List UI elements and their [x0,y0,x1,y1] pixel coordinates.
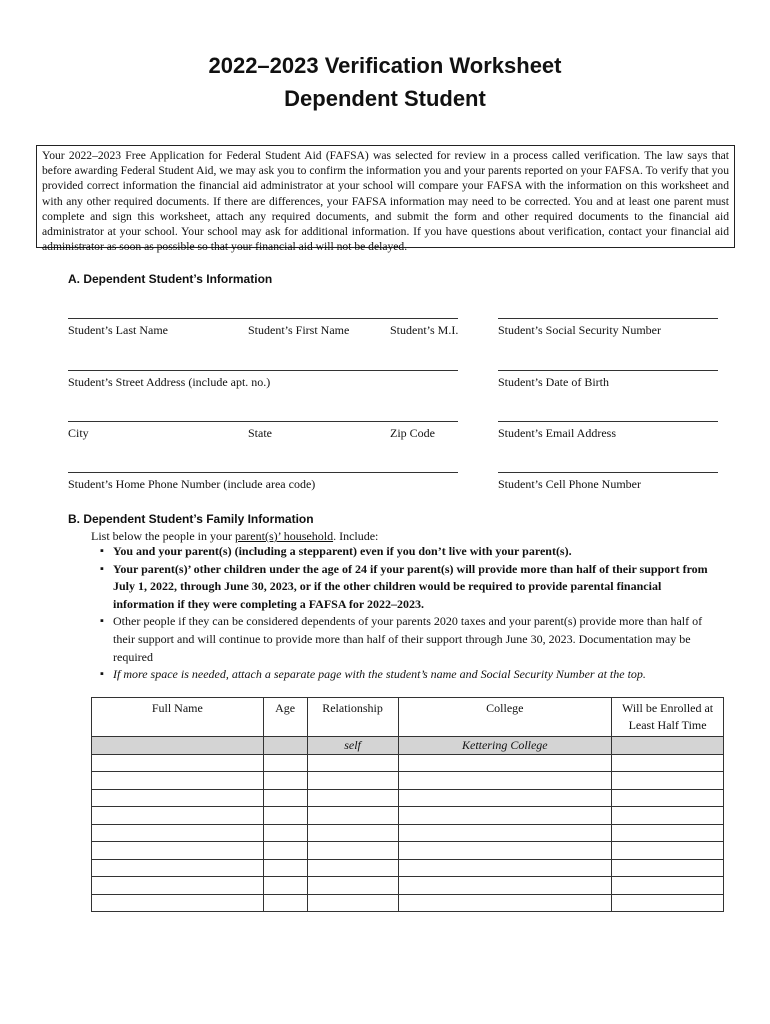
col-college: College [398,698,612,737]
full-name-cell[interactable] [92,737,264,755]
last-name-label: Student’s Last Name [68,323,168,337]
worksheet-title: 2022–2023 Verification Worksheet [208,53,562,78]
relationship-cell[interactable] [307,894,398,912]
full-name-cell[interactable] [92,894,264,912]
list-item: ▪ Other people if they can be considered dependents of your parents 2020 taxes and your parent(s) provide more than half of their support and will continue to provide more than half of their support through June 30, 2023. Documentation may be required [100,613,725,666]
relationship-cell[interactable] [307,877,398,895]
table-row [92,894,724,912]
half-time-cell[interactable] [612,807,724,825]
cell-phone-line[interactable] [498,472,718,473]
age-cell[interactable] [263,789,307,807]
household-underlined: parent(s)’ household [234,529,334,543]
mi-label: Student’s M.I. [390,323,459,337]
college-cell[interactable] [398,824,612,842]
zip-label: Zip Code [390,426,435,440]
list-item: ▪ If more space is needed, attach a separate page with the student’s name and Social Security Number at the top. [100,666,725,684]
age-cell[interactable] [263,842,307,860]
ssn-label: Student’s Social Security Number [498,323,661,337]
full-name-cell[interactable] [92,807,264,825]
table-row [92,859,724,877]
table-row [92,877,724,895]
age-cell[interactable] [263,772,307,790]
city-label: City [68,426,89,440]
worksheet-subtitle: Dependent Student [284,86,486,111]
half-time-cell[interactable] [612,842,724,860]
city-state-zip-line[interactable] [68,421,458,422]
email-line[interactable] [498,421,718,422]
college-cell[interactable] [398,842,612,860]
dob-label: Student’s Date of Birth [498,375,609,389]
list-item: ▪ You and your parent(s) (including a stepparent) even if you don’t live with your parent(s). [100,543,725,561]
college-cell[interactable] [398,754,612,772]
inclusion-list [100,543,725,684]
full-name-cell[interactable] [92,877,264,895]
full-name-cell[interactable] [92,859,264,877]
street-line[interactable] [68,370,458,371]
ssn-line[interactable] [498,318,718,319]
table-header-row [92,698,724,737]
college-cell[interactable] [398,877,612,895]
relationship-cell[interactable] [307,789,398,807]
family-table [91,697,724,912]
half-time-cell[interactable] [612,789,724,807]
college-cell[interactable] [398,859,612,877]
half-time-cell[interactable] [612,859,724,877]
full-name-cell[interactable] [92,772,264,790]
half-time-cell[interactable] [612,737,724,755]
home-phone-label: Student’s Home Phone Number (include area code) [68,477,316,491]
half-time-cell[interactable] [612,824,724,842]
col-age: Age [263,698,307,737]
age-cell[interactable] [263,894,307,912]
cell-phone-label: Student’s Cell Phone Number [498,477,641,491]
relationship-cell[interactable]: self [307,737,398,755]
table-row [92,754,724,772]
full-name-cell[interactable] [92,824,264,842]
col-relationship: Relationship [307,698,398,737]
age-cell[interactable] [263,859,307,877]
college-cell[interactable] [398,789,612,807]
section-a-heading: A. Dependent Student’s Information [68,272,273,286]
full-name-cell[interactable] [92,842,264,860]
table-row [92,737,724,755]
table-row [92,789,724,807]
half-time-cell[interactable] [612,754,724,772]
age-cell[interactable] [263,754,307,772]
col-half-time: Will be Enrolled at Least Half Time [612,698,724,737]
college-cell[interactable]: Kettering College [398,737,612,755]
relationship-cell[interactable] [307,824,398,842]
half-time-cell[interactable] [612,894,724,912]
age-cell[interactable] [263,807,307,825]
lead-text: List below the people in your [91,529,235,543]
list-item: ▪ Your parent(s)’ other children under the age of 24 if your parent(s) will provide more than half of their support from July 1, 2022, through June 30, 2023, or if the other children would be required to provide parental financial information if they were completing a FAFSA for 2022–2023. [100,561,725,614]
college-cell[interactable] [398,772,612,790]
age-cell[interactable] [263,737,307,755]
first-name-label: Student’s First Name [248,323,350,337]
relationship-cell[interactable] [307,754,398,772]
street-label: Student’s Street Address (include apt. no.) [68,375,271,389]
col-full-name: Full Name [92,698,264,737]
half-time-cell[interactable] [612,877,724,895]
table-row [92,772,724,790]
college-cell[interactable] [398,894,612,912]
table-row [92,824,724,842]
name-line[interactable] [68,318,458,319]
relationship-cell[interactable] [307,842,398,860]
relationship-cell[interactable] [307,859,398,877]
state-label: State [248,426,272,440]
lead-text-end: . Include: [333,529,379,543]
age-cell[interactable] [263,877,307,895]
college-cell[interactable] [398,807,612,825]
table-row [92,842,724,860]
email-label: Student’s Email Address [498,426,616,440]
dob-line[interactable] [498,370,718,371]
home-phone-line[interactable] [68,472,458,473]
section-b-heading: B. Dependent Student’s Family Information [68,512,314,526]
full-name-cell[interactable] [92,789,264,807]
age-cell[interactable] [263,824,307,842]
relationship-cell[interactable] [307,772,398,790]
full-name-cell[interactable] [92,754,264,772]
intro-paragraph: Your 2022–2023 Free Application for Federal Student Aid (FAFSA) was selected for review in a process called verification. The law says that before awarding Federal Student Aid, we may ask you to confirm the information you and your parents reported on your FAFSA. To verify that you provided correct information the financial aid administrator at your school will compare your FAFSA with the information on this worksheet and with any other required documents. If there are differences, your FAFSA information may need to be corrected. You and at least one parent must complete and sign this worksheet, attach any required documents, and submit the form and other required documents to the financial aid administrator at your school. Your school may ask for additional information. If you have questions about verification, contact your financial aid administrator as soon as possible so that your financial aid will not be delayed. [36,145,735,248]
table-row [92,807,724,825]
relationship-cell[interactable] [307,807,398,825]
table-body [92,737,724,912]
half-time-cell[interactable] [612,772,724,790]
